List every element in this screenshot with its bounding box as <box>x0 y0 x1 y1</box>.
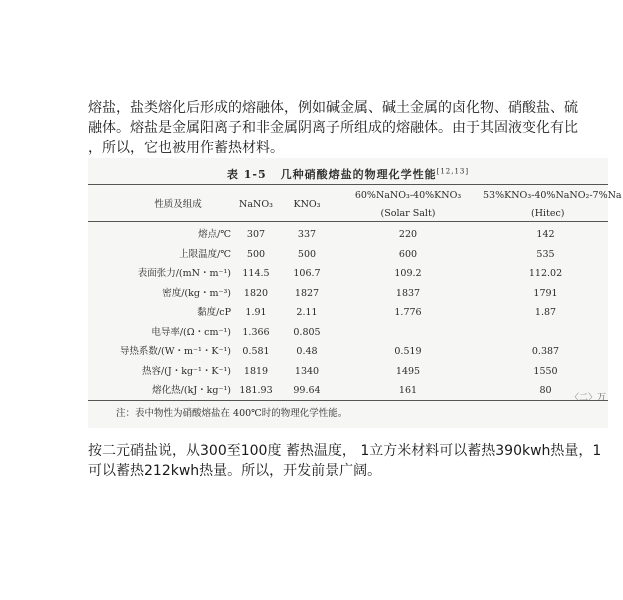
cell-solar-salt: 220 <box>398 229 418 240</box>
header-solar-salt-name: (Solar Salt) <box>380 208 436 219</box>
cell-nano3: 307 <box>246 229 266 240</box>
row-label: 黏度/cP <box>197 307 231 318</box>
intro-line: 熔盐，盐类熔化后形成的熔融体，例如碱金属、碱土金属的卤化物、硝酸盐、硫 <box>88 100 578 116</box>
cell-solar-salt: 109.2 <box>394 268 422 279</box>
table-note: 注：表中物性为硝酸熔盐在 400℃时的物理化学性能。 <box>116 408 348 419</box>
row-label: 导热系数/(W・m⁻¹・K⁻¹) <box>119 346 231 357</box>
outro-paragraph <box>88 441 608 481</box>
cell-nano3: 1820 <box>243 287 269 299</box>
intro-line: ，所以，它也被用作蓄热材料。 <box>88 140 284 156</box>
cell-hitec: 535 <box>536 248 555 260</box>
table-scan-image <box>88 158 622 428</box>
watermark-logo: 〈二〉万 <box>570 393 607 403</box>
cell-kno3: 337 <box>297 229 317 240</box>
row-label: 熔化热/(kJ・kg⁻¹) <box>152 385 231 396</box>
cell-nano3: 500 <box>246 248 266 260</box>
cell-kno3: 2.11 <box>296 307 318 318</box>
cell-hitec: 142 <box>536 229 555 240</box>
row-label: 上限温度/℃ <box>179 248 231 260</box>
intro-line: 融体。熔盐是金属阳离子和非金属阴离子所组成的熔融体。由于其固液变化有比 <box>88 120 578 136</box>
cell-kno3: 106.7 <box>293 268 321 279</box>
intro-paragraph <box>88 98 608 158</box>
cell-kno3: 1827 <box>294 287 320 299</box>
cell-solar-salt: 600 <box>398 248 418 260</box>
header-nano3: NaNO₃ <box>239 199 273 210</box>
header-property: 性质及组成 <box>154 199 202 210</box>
header-kno3: KNO₃ <box>293 199 321 210</box>
cell-kno3: 0.805 <box>293 326 321 338</box>
header-hitec-composition: 53%KNO₃-40%NaNO₂-7%Na <box>483 190 622 201</box>
table-row <box>88 380 608 402</box>
cell-hitec: 1.87 <box>534 307 557 318</box>
cell-solar-salt: 1495 <box>395 365 421 377</box>
row-label: 热容/(J・kg⁻¹・K⁻¹) <box>141 365 231 377</box>
cell-kno3: 0.48 <box>296 346 318 357</box>
table-caption-number: 表 1-5 <box>226 168 267 181</box>
cell-kno3: 1340 <box>294 365 320 377</box>
row-label: 密度/(kg・m⁻³) <box>162 287 231 299</box>
row-label: 电导率/(Ω・cm⁻¹) <box>151 326 231 338</box>
table-top-rule <box>88 184 608 185</box>
outro-line: 按二元硝盐说，从300至100度 蓄热温度， 1立方米材料可以蓄热390kwh热量，1 <box>88 443 602 459</box>
cell-nano3: 1819 <box>243 365 269 377</box>
cell-solar-salt: 1.776 <box>394 307 422 318</box>
cell-solar-salt: 161 <box>398 385 418 396</box>
cell-nano3: 1.366 <box>242 326 270 338</box>
table-caption-title: 几种硝酸熔盐的物理化学性能 <box>280 168 437 181</box>
header-solar-salt <box>333 189 483 220</box>
cell-nano3: 181.93 <box>239 385 273 396</box>
table-caption-ref: [12,13] <box>436 167 470 176</box>
header-solar-salt-composition: 60%NaNO₃-40%KNO₃ <box>354 190 462 201</box>
cell-kno3: 500 <box>297 248 317 260</box>
table-header-rule <box>88 221 608 222</box>
header-hitec <box>483 189 623 220</box>
cell-hitec: 1791 <box>533 287 558 299</box>
cell-solar-salt: 1837 <box>395 287 421 299</box>
header-hitec-name: (Hitec) <box>531 208 565 219</box>
row-label: 表面张力/(mN・m⁻¹) <box>137 268 231 279</box>
cell-hitec: 0.387 <box>531 346 560 357</box>
table-bottom-rule <box>88 400 608 401</box>
cell-kno3: 99.64 <box>293 385 321 396</box>
cell-nano3: 114.5 <box>242 268 270 279</box>
cell-nano3: 1.91 <box>245 307 267 318</box>
table-caption <box>88 166 608 182</box>
cell-hitec: 112.02 <box>528 268 563 279</box>
cell-solar-salt: 0.519 <box>394 346 422 357</box>
cell-hitec: 80 <box>539 385 552 396</box>
row-label: 熔点/℃ <box>198 229 231 240</box>
outro-line: 可以蓄热212kwh热量。所以，开发前景广阔。 <box>88 463 382 479</box>
cell-nano3: 0.581 <box>242 346 270 357</box>
cell-hitec: 1550 <box>533 365 558 377</box>
